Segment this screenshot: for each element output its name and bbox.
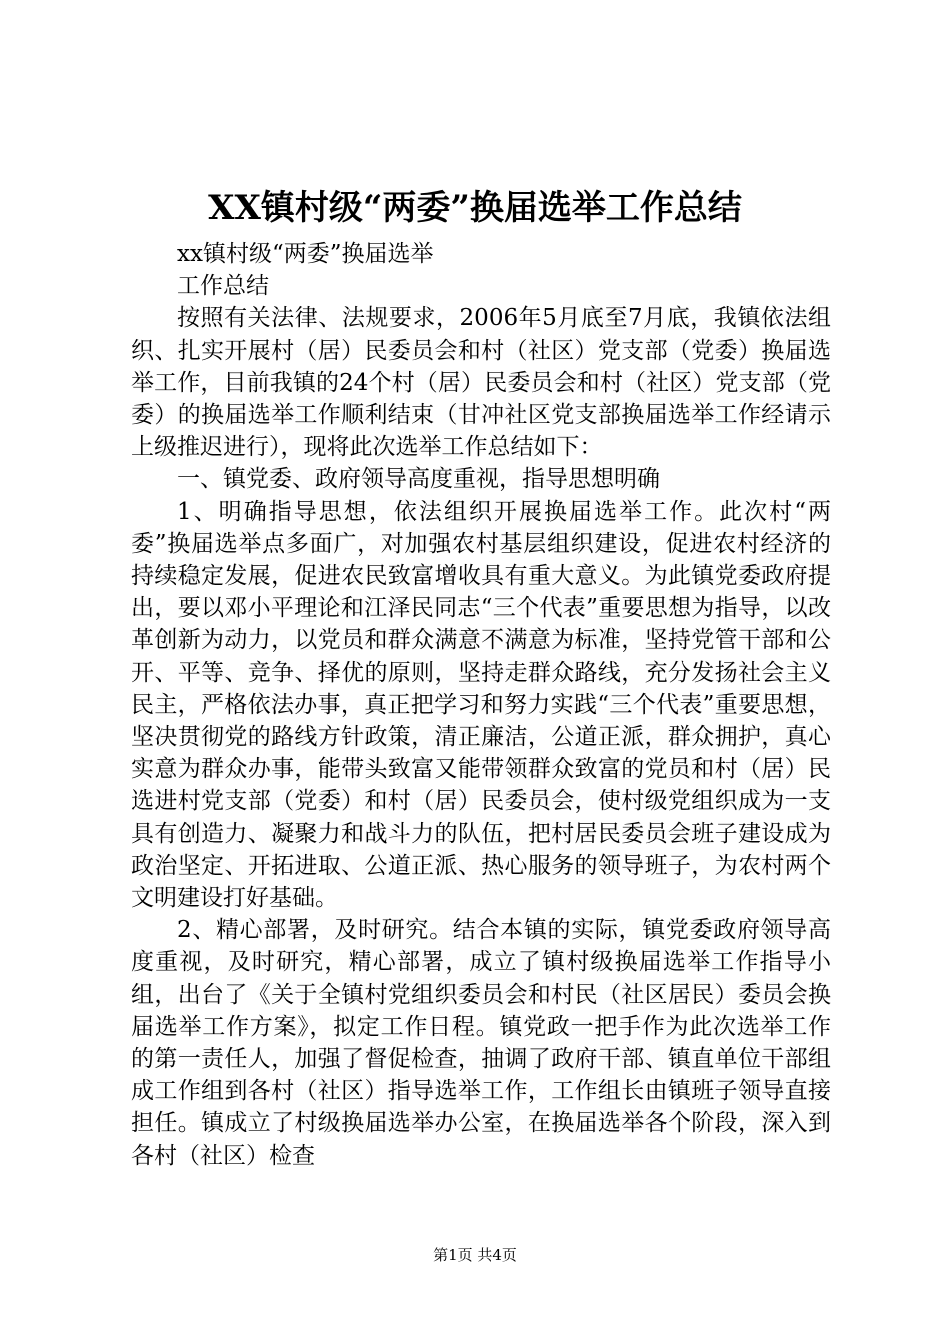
- paragraph-item-1: 1、明确指导思想，依法组织开展换届选举工作。此次村“两委”换届选举点多面广，对加强农村基层组织建设，促进农村经济的持续稳定发展，促进农民致富增收具有重大意义。为此镇党委政府提出，要以邓小平理论和江泽民同志“三个代表”重要思想为指导，以改革创新为动力，以党员和群众满意不满意为标准，坚持党管干部和公开、平等、竞争、择优的原则，坚持走群众路线，充分发扬社会主义民主，严格依法办事，真正把学习和努力实践“三个代表”重要思想，坚决贯彻党的路线方针政策，清正廉洁，公道正派，群众拥护，真心实意为群众办事，能带头致富又能带领群众致富的党员和村（居）民选进村党支部（党委）和村（居）民委员会，使村级党组织成为一支具有创造力、凝聚力和战斗力的队伍，把村居民委员会班子建设成为政治坚定、开拓进取、公道正派、热心服务的领导班子，为农村两个文明建设打好基础。: [131, 498, 831, 912]
- paragraph-subtitle-line-1: xx镇村级“两委”换届选举: [177, 241, 434, 267]
- document-body: [131, 238, 831, 1172]
- page-footer: 第1页 共4页: [433, 1246, 517, 1264]
- section-heading-1: 一、镇党委、政府领导高度重视，指导思想明确: [177, 466, 660, 493]
- paragraph-subtitle-line-2: 工作总结: [177, 273, 269, 300]
- document-title: XX镇村级“两委”换届选举工作总结: [208, 188, 742, 228]
- paragraph-item-2: 2、精心部署，及时研究。结合本镇的实际，镇党委政府领导高度重视，及时研究，精心部署，成立了镇村级换届选举工作指导小组，出台了《关于全镇村党组织委员会和村民（社区居民）委员会换届选举工作方案》，拟定工作日程。镇党政一把手作为此次选举工作的第一责任人，加强了督促检查，抽调了政府干部、镇直单位干部组成工作组到各村（社区）指导选举工作，工作组长由镇班子领导直接担任。镇成立了村级换届选举办公室，在换届选举各个阶段，深入到各村（社区）检查: [131, 917, 831, 1169]
- paragraph-intro: 按照有关法律、法规要求，2006年5月底至7月底，我镇依法组织、扎实开展村（居）民委员会和村（社区）党支部（党委）换届选举工作，目前我镇的24个村（居）民委员会和村（社区）党支部（党委）的换届选举工作顺利结束（甘冲社区党支部换届选举工作经请示上级推迟进行），现将此次选举工作总结如下：: [131, 305, 831, 461]
